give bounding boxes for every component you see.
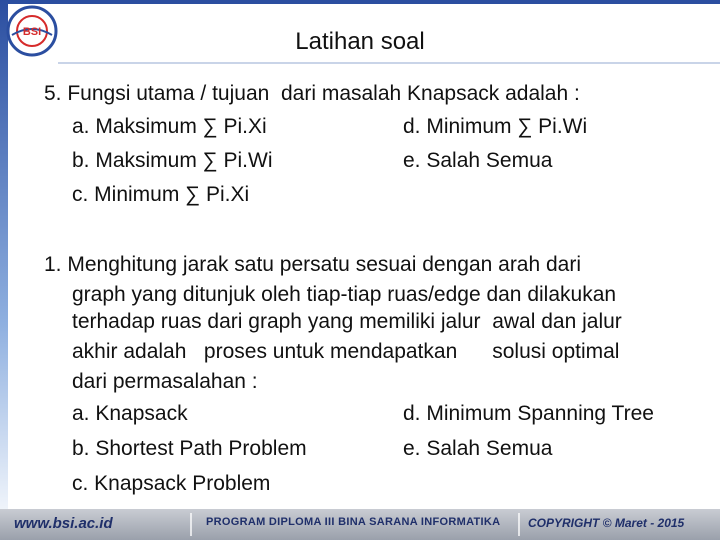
- top-border: [0, 0, 720, 4]
- q1-option-a: a. Knapsack: [72, 402, 188, 425]
- q1-stem-line-3: terhadap ruas dari graph yang memiliki jalur awal dan jalur: [72, 310, 622, 333]
- q1-option-c: c. Knapsack Problem: [72, 472, 271, 495]
- q5-option-e: e. Salah Semua: [403, 149, 553, 172]
- footer-program: PROGRAM DIPLOMA III BINA SARANA INFORMATIKA: [206, 516, 501, 528]
- q1-stem-line-2: graph yang ditunjuk oleh tiap-tiap ruas/edge dan dilakukan: [72, 283, 617, 306]
- q5-option-c: c. Minimum ∑ Pi.Xi: [72, 183, 250, 206]
- q1-option-e: e. Salah Semua: [403, 437, 553, 460]
- q5-stem: 5. Fungsi utama / tujuan dari masalah Knapsack adalah :: [44, 82, 580, 105]
- q5-option-d: d. Minimum ∑ Pi.Wi: [403, 115, 588, 138]
- left-border: [0, 0, 8, 540]
- logo-text: BSI: [22, 26, 42, 38]
- q1-option-b: b. Shortest Path Problem: [72, 437, 307, 460]
- q5-option-a: a. Maksimum ∑ Pi.Xi: [72, 115, 267, 138]
- q1-option-d: d. Minimum Spanning Tree: [403, 402, 654, 425]
- q1-stem-line-1: 1. Menghitung jarak satu persatu sesuai dengan arah dari: [44, 253, 582, 276]
- footer-separator: [518, 513, 520, 536]
- title-divider: [58, 62, 720, 64]
- q1-stem-line-4: akhir adalah proses untuk mendapatkan solusi optimal: [72, 340, 620, 363]
- q5-option-b: b. Maksimum ∑ Pi.Wi: [72, 149, 273, 172]
- footer-bar: [0, 509, 720, 540]
- footer-copyright: COPYRIGHT © Maret - 2015: [528, 516, 685, 530]
- slide-title: Latihan soal: [295, 28, 425, 55]
- footer-separator: [190, 513, 192, 536]
- q1-stem-line-5: dari permasalahan :: [72, 370, 258, 393]
- footer-url: www.bsi.ac.id: [14, 515, 113, 532]
